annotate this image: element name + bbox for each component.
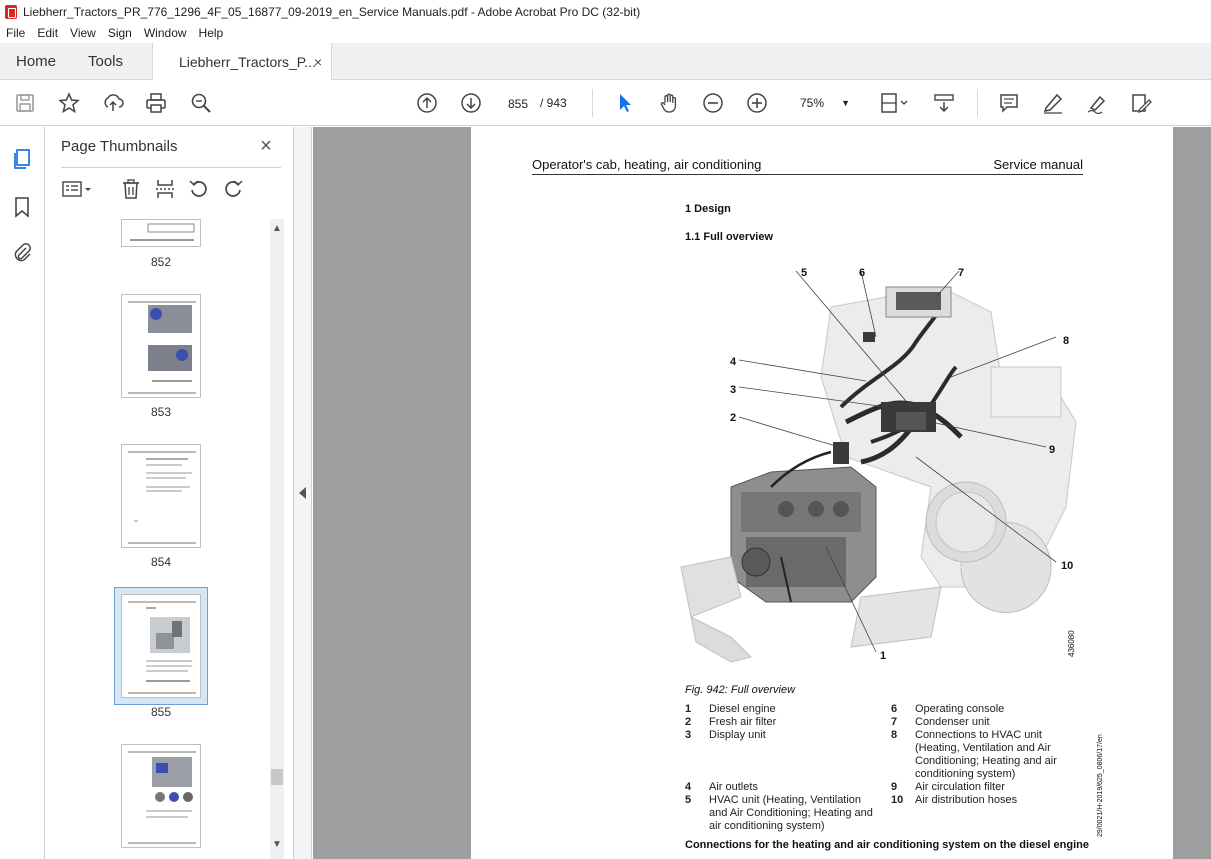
- menu-help[interactable]: Help: [198, 26, 224, 40]
- callout-3: 3: [730, 384, 737, 396]
- scrollbar-thumb[interactable]: [271, 769, 283, 785]
- legend-number: 5: [685, 794, 692, 806]
- legend-number: 9: [891, 781, 898, 793]
- callout-2: 2: [730, 412, 737, 424]
- scroll-mode-icon[interactable]: [932, 91, 956, 115]
- callout-7: 7: [958, 267, 965, 279]
- legend-text: Condenser unit: [915, 716, 990, 728]
- callout-6: 6: [859, 267, 866, 279]
- page-header-left: Operator's cab, heating, air conditioning: [532, 157, 762, 172]
- thumbnails-scrollbar[interactable]: [270, 219, 284, 859]
- main-toolbar: [0, 80, 1211, 126]
- save-icon[interactable]: [13, 91, 37, 115]
- thumbnail-page-number: 854: [150, 555, 172, 569]
- print-icon[interactable]: [144, 91, 168, 115]
- previous-page-icon[interactable]: [415, 91, 439, 115]
- toolbar-divider: [977, 89, 978, 117]
- bookmark-star-icon[interactable]: [57, 91, 81, 115]
- comment-icon[interactable]: [997, 91, 1021, 115]
- legend-text: Fresh air filter: [709, 716, 777, 728]
- delete-page-icon[interactable]: [119, 177, 143, 201]
- left-rail: [0, 127, 45, 859]
- legend-text: Air circulation filter: [915, 781, 1005, 793]
- tab-document-label: Liebherr_Tractors_P...: [179, 54, 316, 70]
- close-panel-icon[interactable]: ×: [260, 135, 272, 157]
- callout-4: 4: [730, 356, 737, 368]
- select-cursor-icon[interactable]: [613, 91, 637, 115]
- chevron-down-icon: ▼: [841, 98, 850, 108]
- menu-window[interactable]: Window: [143, 26, 187, 40]
- zoom-value: 75%: [800, 96, 825, 110]
- page-header-right: Service manual: [993, 157, 1083, 172]
- thumbnail-options-icon[interactable]: [60, 177, 96, 201]
- page-thumbnail-selected[interactable]: [121, 594, 201, 698]
- panel-title: Page Thumbnails: [61, 138, 178, 155]
- tab-home[interactable]: Home: [16, 53, 57, 70]
- document-view[interactable]: [313, 127, 1211, 859]
- thumbnail-page-number: 852: [150, 255, 172, 269]
- next-page-icon[interactable]: [459, 91, 483, 115]
- rotate-counterclockwise-icon[interactable]: [187, 177, 211, 201]
- attachments-paperclip-icon[interactable]: [10, 240, 34, 264]
- window-title: Liebherr_Tractors_PR_776_1296_4F_05_16877_09-2019_en_Service Manuals.pdf - Adobe Acrobat Pro DC (32-bit): [23, 4, 641, 19]
- thumbnail-page-number: 855: [150, 705, 172, 719]
- page-thumbnail[interactable]: [121, 744, 201, 848]
- toolbar-divider: [592, 89, 593, 117]
- zoom-in-icon[interactable]: [745, 91, 769, 115]
- zoom-search-icon[interactable]: [189, 91, 213, 115]
- insert-page-icon[interactable]: [153, 177, 177, 201]
- page-thumbnail[interactable]: [121, 294, 201, 398]
- sign-pen-icon[interactable]: [1085, 91, 1109, 115]
- page-total: / 943: [540, 96, 567, 110]
- hand-tool-icon[interactable]: [657, 91, 681, 115]
- legend-text: Connections to HVAC unit (Heating, Ventilation and Air Conditioning; Heating and air conditioning system): [915, 729, 1057, 780]
- legend-number: 3: [685, 729, 692, 741]
- legend-number: 8: [891, 729, 898, 741]
- legend-text: HVAC unit (Heating, Ventilation and Air Conditioning; Heating and air conditioning system): [709, 794, 873, 832]
- page-thumbnail[interactable]: [121, 219, 201, 247]
- zoom-out-icon[interactable]: [701, 91, 725, 115]
- menu-edit[interactable]: Edit: [37, 26, 59, 40]
- menu-view[interactable]: View: [70, 26, 96, 40]
- tab-document[interactable]: [152, 43, 332, 81]
- scroll-down-icon[interactable]: ▼: [272, 839, 282, 850]
- zoom-select[interactable]: [790, 90, 856, 116]
- page-number-input[interactable]: 855: [498, 90, 538, 116]
- pdf-page: [471, 127, 1173, 859]
- legend-text: Display unit: [709, 729, 766, 741]
- thumbnail-page-number: 853: [150, 405, 172, 419]
- collapse-panel-icon[interactable]: [299, 487, 306, 499]
- legend-number: 4: [685, 781, 692, 793]
- menu-sign[interactable]: Sign: [107, 26, 132, 40]
- section-heading-connections: Connections for the heating and air conditioning system on the diesel engine: [685, 839, 1089, 851]
- menu-file[interactable]: File: [6, 26, 26, 40]
- callout-8: 8: [1063, 335, 1070, 347]
- upload-icon[interactable]: [101, 91, 125, 115]
- legend-text: Air distribution hoses: [915, 794, 1018, 806]
- rotate-clockwise-icon[interactable]: [221, 177, 245, 201]
- title-bar: [0, 0, 1211, 23]
- callout-9: 9: [1049, 444, 1056, 456]
- legend-number: 2: [685, 716, 692, 728]
- callout-1: 1: [880, 650, 887, 662]
- panel-splitter[interactable]: [294, 127, 312, 859]
- header-rule: [532, 174, 1083, 175]
- highlight-pen-icon[interactable]: [1041, 91, 1065, 115]
- thumbnails-panel: [46, 127, 294, 859]
- legend-number: 6: [891, 703, 898, 715]
- callout-10: 10: [1061, 560, 1074, 572]
- legend-number: 1: [685, 703, 692, 715]
- engine-hvac-illustration: [671, 257, 1091, 677]
- bookmarks-icon[interactable]: [10, 195, 34, 219]
- acrobat-pdf-icon: [5, 5, 17, 19]
- edit-pdf-icon[interactable]: [1129, 91, 1153, 115]
- legend-number: 10: [891, 794, 904, 806]
- scroll-up-icon[interactable]: ▲: [272, 223, 282, 234]
- page-fit-icon[interactable]: [877, 91, 911, 115]
- legend-text: Diesel engine: [709, 703, 776, 715]
- page-thumbnail[interactable]: [121, 444, 201, 548]
- legend-number: 7: [891, 716, 898, 728]
- legend-text: Operating console: [915, 703, 1005, 715]
- tab-tools[interactable]: Tools: [88, 53, 124, 70]
- callout-5: 5: [801, 267, 808, 279]
- tab-bar: [0, 43, 1211, 80]
- side-code: 29/0021/H-2019/625_0806/17/en: [1097, 734, 1104, 837]
- close-tab-icon[interactable]: ×: [313, 54, 322, 70]
- section-heading: 1 Design: [685, 203, 731, 215]
- page-thumbnails-icon[interactable]: [10, 147, 34, 171]
- subsection-heading: 1.1 Full overview: [685, 231, 774, 243]
- menu-bar: [0, 23, 1211, 43]
- panel-divider: [61, 167, 281, 168]
- figure-id: 436080: [1067, 630, 1076, 657]
- legend-text: Air outlets: [709, 781, 758, 793]
- figure-caption: Fig. 942: Full overview: [685, 684, 796, 696]
